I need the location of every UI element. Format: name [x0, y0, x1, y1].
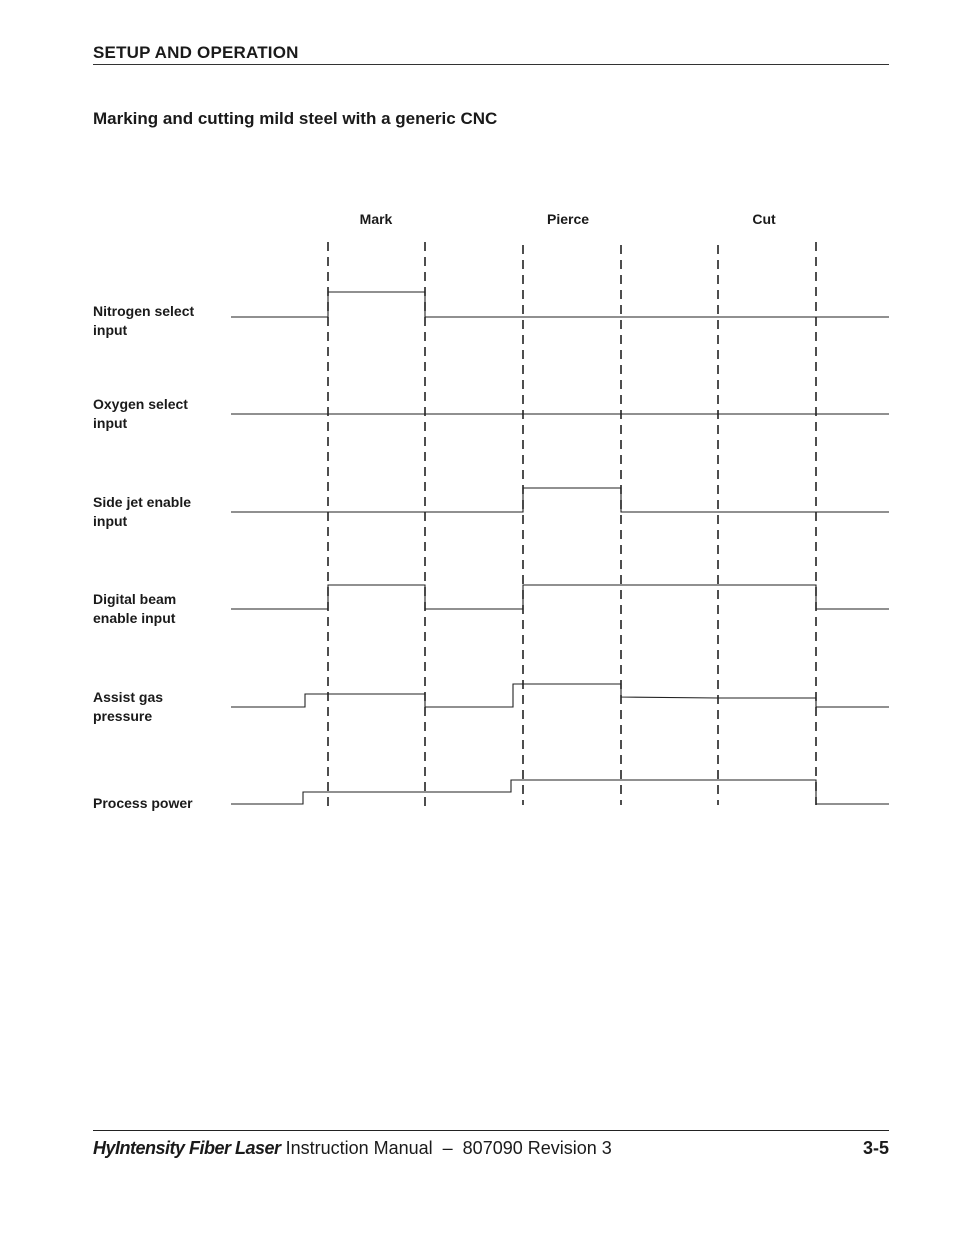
footer-product-name: HyIntensity Fiber Laser — [93, 1138, 281, 1158]
signal-label-process-power: Process power — [93, 795, 193, 811]
waveform-side-jet-enable — [231, 488, 889, 512]
section-header: SETUP AND OPERATION — [93, 43, 299, 62]
waveform-assist-gas-pressure — [231, 684, 889, 707]
signal-label-assist-gas-pressure: Assist gas pressure — [93, 689, 164, 724]
phase-label-cut: Cut — [752, 211, 776, 227]
phase-label-pierce: Pierce — [546, 211, 590, 227]
signal-label-nitrogen-select: Nitrogen select input — [93, 303, 195, 338]
phase-label-mark: Mark — [359, 211, 393, 227]
waveform-process-power — [231, 780, 889, 804]
footer-page-number: 3-5 — [862, 1138, 889, 1158]
signal-label-digital-beam-enable: Digital beam enable input — [93, 591, 177, 626]
waveform-nitrogen-select — [231, 292, 889, 317]
signal-label-side-jet-enable: Side jet enable input — [93, 494, 192, 529]
signal-label-oxygen-select: Oxygen select input — [93, 396, 188, 431]
footer-manual-info — [93, 1138, 612, 1159]
footer-divider — [93, 1130, 889, 1131]
waveform-digital-beam-enable — [231, 585, 889, 609]
page-title: Marking and cutting mild steel with a generic CNC — [93, 109, 498, 128]
footer-manual-text: Instruction Manual – 807090 Revision 3 — [280, 1138, 612, 1158]
